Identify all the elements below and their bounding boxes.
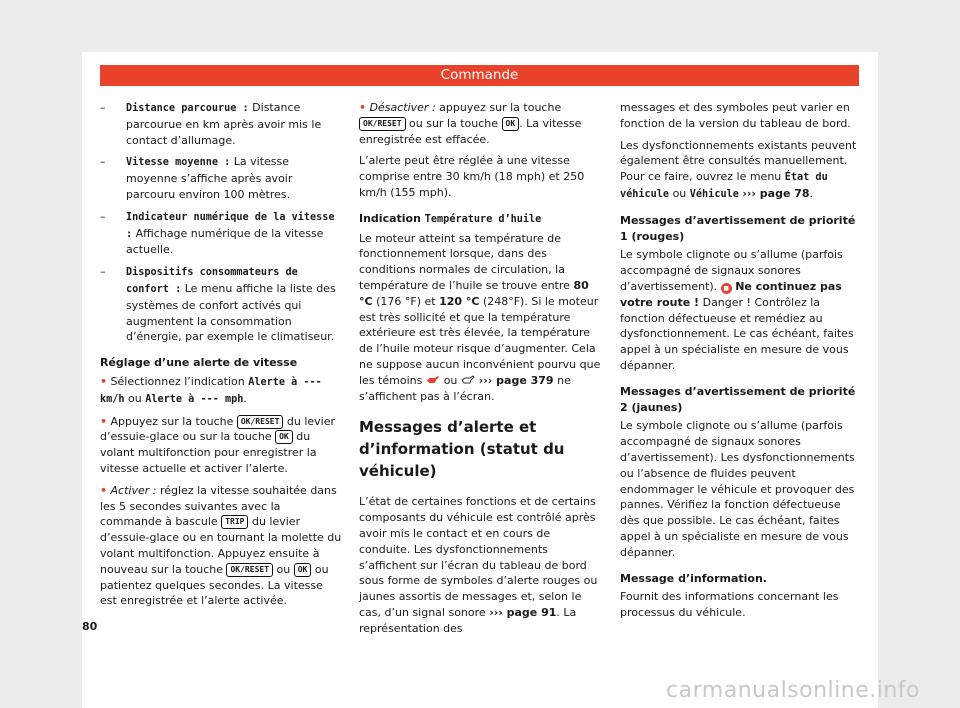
ok-key-icon: OK [502,117,520,131]
ok-reset-key-icon: OK/RESET [237,415,284,429]
menu-term: Vitesse moyenne : [126,157,231,169]
paragraph-information: Fournit des informations concernant les processus du véhicule. [620,590,839,620]
ok-reset-key-icon: OK/RESET [226,563,273,577]
bullet-press: • Appuyez sur la touche OK/RESET du levier d’essuie-glace ou sur la touche OK du volant multifonction pour enregistrer la vitesse actuelle et activer l’alerte. [100,414,336,475]
ok-key-icon: OK [275,430,293,444]
menu-term: Dispositifs consommateurs de confort : [126,267,298,295]
page-reference: ››› page 379 [478,373,554,387]
subheading-information: Message d’information. [620,571,767,585]
section-title: Messages d’alerte et d’information (statut du véhicule) [359,418,565,481]
paragraph-priority-1: Le symbole clignote ou s’allume (parfois accompagné de signaux sonores d’avertissement). ■ Ne continuez pas votre route ! Danger ! Contrôlez la fonction défectueuse et remédiez au dysfonctionnement. Le cas échéant, faites appel à un spécialiste en mesure de vous dépanner. [620,248,854,372]
paragraph-menu: Les dysfonctionnements existants peuvent également être consultés manuellement. Pour ce faire, ouvrez le menu État du véhicule ou Véhicule ››› page 78. [620,138,857,200]
paragraph-priority-2: Le symbole clignote ou s’allume (parfois accompagné de signaux sonores d’avertissement). Les dysfonctionnements ou l’absence de fluides peuvent endommager le véhicule et provoquer des pannes. Vérifiez la fonction défectueuse dès que possible. Le cas échéant, faites appel à un spécialiste en mesure de vous dépanner. [620,419,855,559]
subheading-oil-temp: Indication Température d’huile [359,211,542,225]
column-1 [100,100,342,615]
bullet-deactivate: • Désactiver : appuyez sur la touche OK/RESET ou sur la touche OK . La vitesse enregistrée est effacée. [359,101,582,146]
paragraph: messages et des symboles peut varier en fonction de la version du tableau de bord. [620,101,851,130]
page-number: 80 [82,620,98,633]
menu-term: Distance parcourue : [126,103,249,114]
oil-temperature-warning-icon [426,374,444,387]
paragraph: L’alerte peut être réglée à une vitesse comprise entre 30 km/h (18 mph) et 250 km/h (155 mph). [359,154,585,199]
list-item: – Indicateur numérique de la vitesse : Affichage numérique de la vitesse actuelle. [100,209,335,257]
subheading-priority-1: Messages d’avertissement de priorité 1 (rouges) [620,213,856,243]
paragraph-oil: Le moteur atteint sa température de fonctionnement lorsque, dans des conditions normales de circulation, la température de l’huile se trouve entre 80 °C (176 °F) et 120 °C (248°F). Si le moteur est très sollicité et que la température extérieure est très élevée, la température de l’huile moteur risque d’augmenter. Cela ne suppose aucun inconvénient pourvu que les témoins ou ››› page 379 ne s’affichent pas à l’écran. [359,231,601,403]
trip-key-icon: TRIP [221,515,248,529]
subheading-priority-2: Messages d’avertissement de priorité 2 (jaunes) [620,384,856,414]
page-reference: ››› page 78 [742,186,810,200]
oil-temperature-alt-icon [461,374,479,387]
page-reference: ››› page 91 [489,605,557,619]
list-item: – Vitesse moyenne : La vitesse moyenne s’affiche après avoir parcouru environ 100 mètres. [100,155,293,201]
column-2 [359,100,603,643]
bullet-select: • Sélectionnez l’indication Alerte à --- km/h ou Alerte à --- mph. [100,374,322,405]
watermark: carmanualsonline.info [666,678,920,703]
column-3 [620,100,862,627]
menu-term: Indicateur numérique de la vitesse : [126,211,335,240]
subheading-speed-alert: Réglage d’une alerte de vitesse [100,356,298,370]
ok-reset-key-icon: OK/RESET [359,117,406,131]
paragraph-status: L’état de certaines fonctions et de certains composants du véhicule est contrôlé après avoir mis le contact et en cours de conduite. Les dysfonctionnements s’affichent sur l’écran du tableau de bord sous forme de symboles d’alerte rouges ou jaunes assortis de messages et, selon le cas, d’un signal sonore ››› page 91. La représentation des [359,495,598,635]
stop-warning-icon: ■ [721,283,732,294]
list-item: – Dispositifs consommateurs de confort : Le menu affiche la liste des systèmes de confort activés qui augmentent la consommation d’énergie, par exemple le climatiseur. [100,265,336,344]
bullet-activate: • Activer : réglez la vitesse souhaitée dans les 5 secondes suivantes avec la commande à bascule TRIP du levier d’essuie-glace ou en tournant la molette du volant multifonction. Appuyez ensuite à nouveau sur la touche OK/RESET ou OK ou patientez quelques secondes. La vitesse est enregistrée et l’alerte activée. [100,483,342,608]
list-item: – Distance parcourue : Distance parcourue en km après avoir mis le contact d’allumage. [100,101,322,147]
ok-key-icon: OK [294,563,312,577]
section-header: Commande [100,65,859,86]
